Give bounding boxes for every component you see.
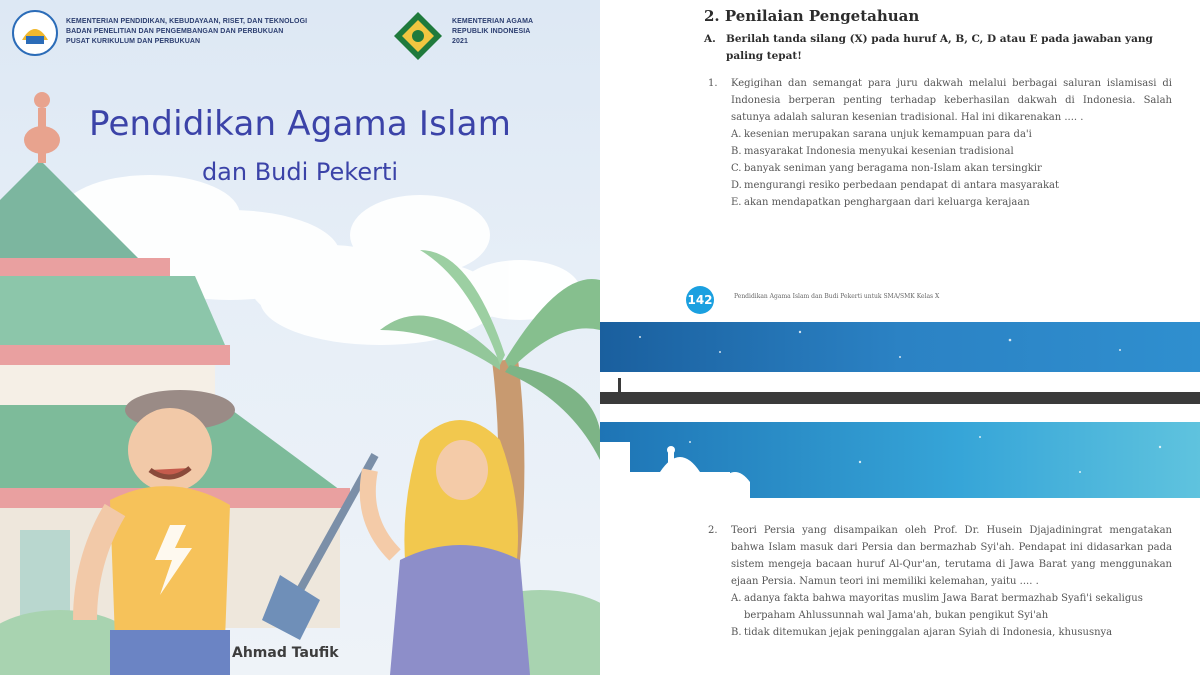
answer-options [731,126,1172,211]
option-text: kesenian merupakan sarana unjuk kemampuan para da'i [744,129,1032,140]
institution-line: PUSAT KURIKULUM DAN PERBUKUAN [66,38,201,45]
question-2 [708,522,1172,641]
book-title: Pendidikan Agama Islam [88,104,512,144]
kemenag-logo [392,10,444,62]
ministry-line: REPUBLIK INDONESIA [452,28,531,35]
option-letter: B. [731,627,742,638]
page-footer: Pendidikan Agama Islam dan Budi Pekerti untuk SMA/SMK Kelas X [734,293,940,300]
answer-options [731,590,1172,641]
option-letter: C. [731,163,742,174]
option-text: mengurangi resiko perbedaan pendapat di antara masyarakat [744,180,1060,191]
option-text: tidak ditemukan jejak peninggalan ajaran Syiah di Indonesia, khususnya [744,627,1113,638]
option-letter: E. [731,197,742,208]
institution-text [66,17,386,47]
option-letter: A. [731,593,742,604]
option-letter: D. [731,180,742,191]
option-text: banyak seniman yang beragama non-Islam akan tersingkir [744,163,1042,174]
answer-option[interactable] [731,624,1172,641]
question-text: Teori Persia yang disampaikan oleh Prof. Dr. Husein Djajadiningrat mengatakan bahwa Islam masuk dari Persia dan bermazhab Syi'ah. Pendapat ini didasarkan pada sistem mengeja bacaan huruf Al-Qur'an, terutama di Jawa Barat yang menggunakan ejaan Persia. Namun teori ini memiliki kelemahan, yaitu .... . [731,525,1172,587]
page-number-badge: 142 [686,286,714,314]
question-1 [708,75,1172,211]
textbook-page [600,0,1200,675]
answer-option[interactable] [731,177,1172,194]
section-title: 2. Penilaian Pengetahuan [704,7,920,25]
answer-option[interactable] [731,126,1172,143]
option-letter: B. [731,146,742,157]
option-text: akan mendapatkan penghargaan dari keluarga kerajaan [744,197,1030,208]
answer-option[interactable] [731,160,1172,177]
ministry-text [452,17,582,47]
institution-line: KEMENTERIAN PENDIDIKAN, KEBUDAYAAN, RISET, DAN TEKNOLOGI [66,18,308,25]
answer-option[interactable] [731,194,1172,211]
answer-option[interactable] [731,143,1172,160]
ministry-year: 2021 [452,38,468,45]
instruction-text: Berilah tanda silang (X) pada huruf A, B, C, D atau E pada jawaban yang paling tepat! [726,33,1153,62]
option-letter: A. [731,129,742,140]
question-number: 1. [708,78,718,89]
instruction [704,31,1174,65]
option-text: adanya fakta bahwa mayoritas muslim Jawa Barat bermazhab Syafi'i sekaligus berpaham Ahlussunnah wal Jama'ah, bukan pengikut Syi'ah [744,593,1143,621]
institution-line: BADAN PENELITIAN DAN PENGEMBANGAN DAN PERBUKUAN [66,28,284,35]
decorative-band [600,322,1200,498]
question-number: 2. [708,525,718,536]
book-subtitle: dan Budi Pekerti [201,158,399,186]
author-name: Ahmad Taufik [232,645,339,661]
question-text: Kegigihan dan semangat para juru dakwah melalui berbagai saluran islamisasi di Indonesia berperan penting terhadap keberhasilan dakwah di Indonesia. Salah satunya adalah saluran kesenian tradisional. Hal ini dikarenakan .... . [731,78,1172,123]
answer-option[interactable] [731,590,1172,624]
instruction-letter: A. [704,33,716,45]
option-text: masyarakat Indonesia menyukai kesenian tradisional [744,146,1014,157]
ministry-line: KEMENTERIAN AGAMA [452,18,534,25]
kemendikbud-logo [12,10,58,56]
